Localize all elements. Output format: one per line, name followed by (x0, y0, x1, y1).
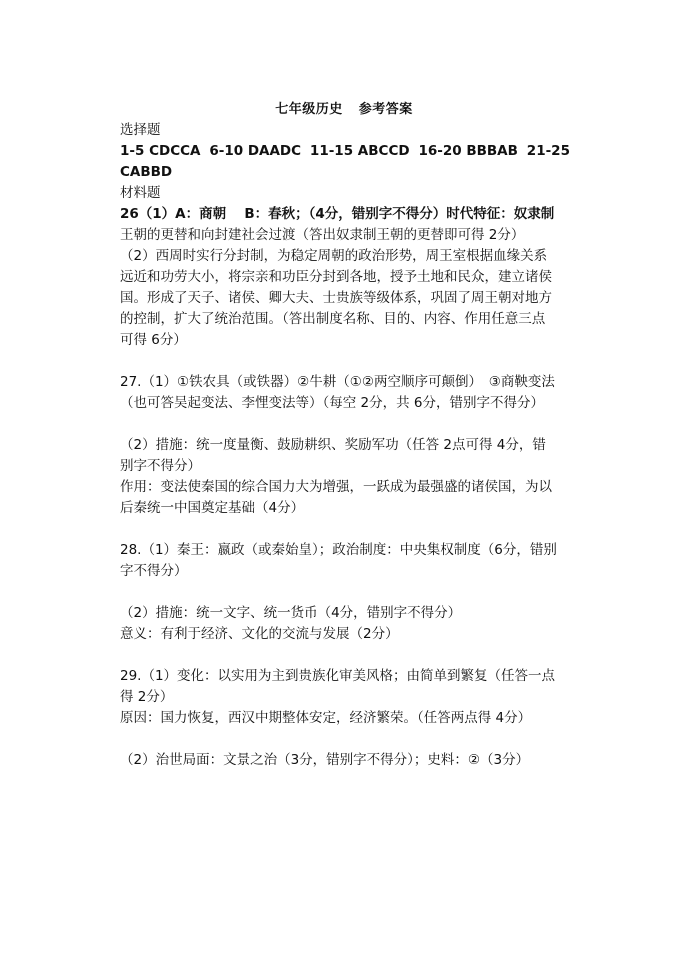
q28-line: 28.（1）秦王：嬴政（或秦始皇）；政治制度：中央集权制度（6分，错别 (120, 542, 557, 558)
q26-line: 国。形成了天子、诸侯、卿大夫、士贵族等级体系，巩固了周王朝对地方 (120, 290, 552, 306)
choice-group-2: 6-10 DAADC (209, 143, 302, 159)
question-27 (120, 372, 570, 519)
choice-answers-wrap: CABBD (120, 164, 173, 180)
document-title (0, 98, 688, 117)
q29-line: （2）治世局面：文景之治（3分，错别字不得分）；史料：②（3分） (120, 752, 530, 768)
q29-line: 原因：国力恢复，西汉中期整体安定，经济繁荣。（任答两点得 4分） (120, 710, 532, 726)
choice-answers-row (120, 141, 570, 162)
title-sub: 参考答案 (358, 102, 413, 117)
q28-line: 意义：有利于经济、文化的交流与发展（2分） (120, 626, 399, 642)
q26-line: 远近和功劳大小，将宗亲和功臣分封到各地，授予土地和民众，建立诸侯 (120, 269, 552, 285)
q27-line: 后秦统一中国奠定基础（4分） (120, 500, 305, 516)
answer-body (120, 120, 570, 771)
q26-line: （2）西周时实行分封制，为稳定周朝的政治形势，周王室根据血缘关系 (120, 248, 548, 264)
choice-heading: 选择题 (120, 122, 161, 138)
choice-group-3: 11-15 ABCCD (309, 143, 410, 159)
q28-line: 字不得分） (120, 563, 188, 579)
q29-line: 得 2分） (120, 689, 174, 705)
q27-line: （2）措施：统一度量衡、鼓励耕织、奖励军功（任答 2点可得 4分，错 (120, 437, 546, 453)
q28-line: （2）措施：统一文字、统一货币（4分，错别字不得分） (120, 605, 462, 621)
q27-line: 别字不得分） (120, 458, 201, 474)
choice-group-4: 16-20 BBBAB (418, 143, 518, 159)
material-heading: 材料题 (120, 185, 161, 201)
q27-line: （也可答吴起变法、李悝变法等）（每空 2分，共 6分，错别字不得分） (120, 395, 545, 411)
q27-line: 作用：变法使秦国的综合国力大为增强，一跃成为最强盛的诸侯国，为以 (120, 479, 552, 495)
choice-group-1: 1-5 CDCCA (120, 143, 201, 159)
q26-line: 26（1）A：商朝 B：春秋；（4分，错别字不得分）时代特征：奴隶制 (120, 206, 555, 222)
q26-line: 可得 6分） (120, 332, 187, 348)
question-26 (120, 204, 570, 351)
q29-line: 29.（1）变化：以实用为主到贵族化审美风格；由简单到繁复（任答一点 (120, 668, 556, 684)
q26-line: 的控制，扩大了统治范围。（答出制度名称、目的、内容、作用任意三点 (120, 311, 546, 327)
q27-line: 27.（1）①铁农具（或铁器）②牛耕（①②两空顺序可颠倒） ③商鞅变法 (120, 374, 555, 390)
question-28 (120, 540, 570, 645)
q26-line: 王朝的更替和向封建社会过渡（答出奴隶制王朝的更替即可得 2分） (120, 227, 525, 243)
title-main: 七年级历史 (275, 102, 343, 117)
question-29 (120, 666, 570, 771)
choice-group-5: 21-25 (526, 143, 570, 159)
